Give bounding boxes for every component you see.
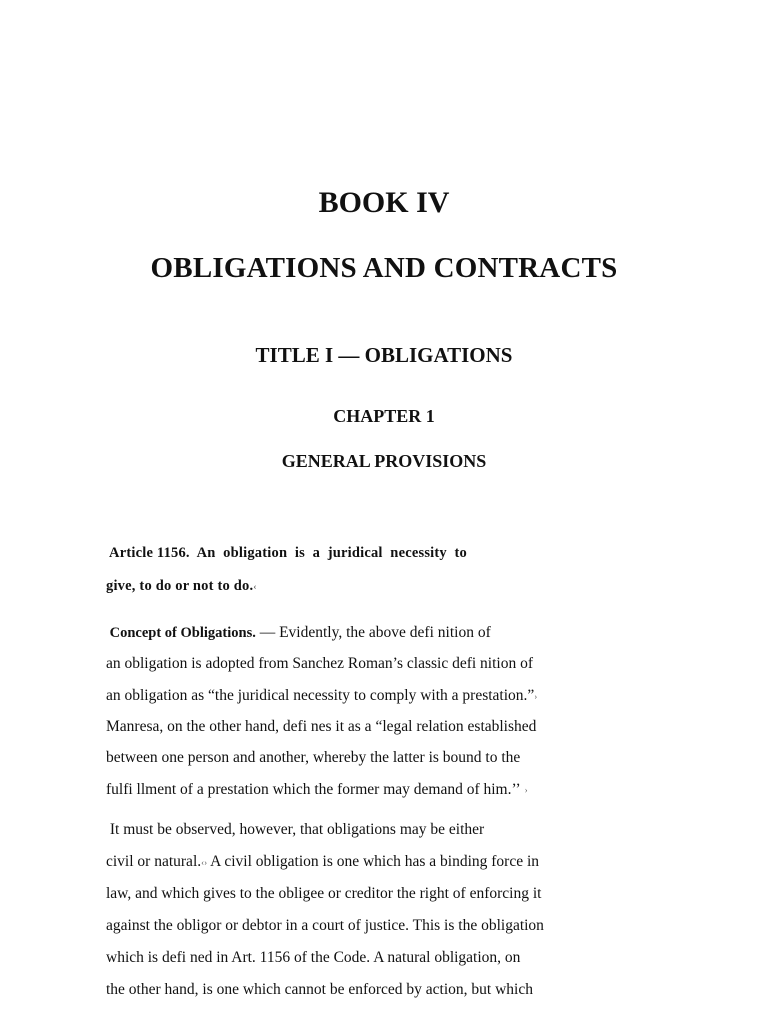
book-title: OBLIGATIONS AND CONTRACTS [150, 252, 618, 284]
end-mark: ‹› [201, 857, 208, 868]
chapter-title: GENERAL PROVISIONS [281, 451, 487, 471]
article-line: Article 1156. An obligation is a juridical necessity to [106, 545, 467, 561]
chapter-number: CHAPTER 1 [333, 406, 435, 426]
concept-heading: Concept of Obligations. [106, 625, 256, 641]
end-mark: › [524, 785, 528, 796]
observation-line: which is defi ned in Art. 1156 of the Code. A natural obligation, on [106, 949, 521, 966]
end-mark: ‹ [253, 581, 257, 592]
observation-line: It must be observed, however, that obligations may be either [106, 821, 485, 838]
end-mark: › [534, 691, 538, 702]
concept-line: fulfi llment of a prestation which the former may demand of him.’’ › [106, 781, 528, 798]
title-heading: TITLE I — OBLIGATIONS [255, 343, 513, 367]
observation-line: the other hand, is one which cannot be enforced by action, but which [106, 981, 533, 998]
concept-line: Concept of Obligations. — Evidently, the above defi nition of [106, 624, 491, 641]
observation-line: civil or natural.‹› A civil obligation is one which has a binding force in [106, 853, 540, 870]
concept-line: between one person and another, whereby the latter is bound to the [106, 749, 521, 766]
concept-line: an obligation as “the juridical necessity to comply with a prestation.”› [106, 687, 538, 704]
observation-line: against the obligor or debtor in a court of justice. This is the obligation [106, 917, 544, 934]
article-line: give, to do or not to do.‹ [106, 578, 257, 594]
book-number: BOOK IV [318, 186, 450, 219]
observation-line: law, and which gives to the obligee or creditor the right of enforcing it [106, 885, 542, 902]
concept-line: Manresa, on the other hand, defi nes it as a “legal relation established [106, 718, 537, 735]
concept-line: an obligation is adopted from Sanchez Roman’s classic defi nition of [106, 655, 534, 672]
